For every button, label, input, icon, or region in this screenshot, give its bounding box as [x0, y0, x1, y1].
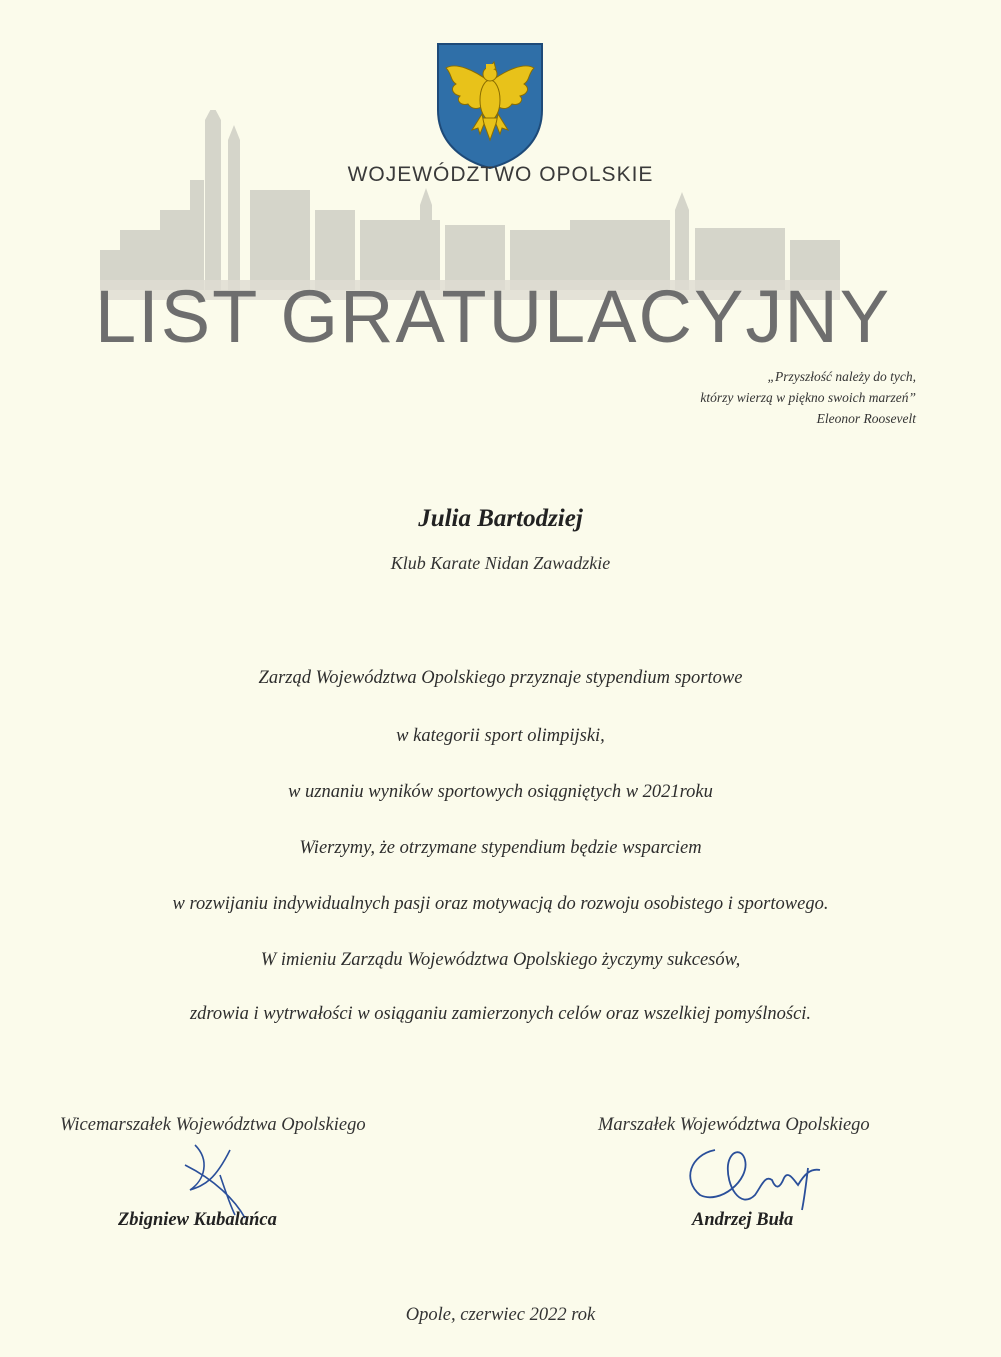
quote-line-2: którzy wierzą w piękno swoich marzeń” [700, 390, 916, 405]
quote-line-1: „Przyszłość należy do tych, [767, 369, 916, 384]
body-line-6: W imieniu Zarządu Województwa Opolskiego życzymy sukcesów, [260, 950, 741, 970]
left-signature-scribble [175, 1140, 265, 1220]
right-signature-scribble [680, 1140, 840, 1220]
place-and-date: Opole, czerwiec 2022 rok [405, 1305, 596, 1325]
body-line-4: Wierzymy, że otrzymane stypendium będzie wsparciem [299, 838, 702, 858]
left-signer-role: Wicemarszałek Województwa Opolskiego [60, 1115, 366, 1135]
region-name: WOJEWÓDZTWO OPOLSKIE [347, 163, 654, 186]
body-line-3: w uznaniu wyników sportowych osiągniętych w 2021roku [288, 782, 713, 802]
body-line-2: w kategorii sport olimpijski, [396, 726, 605, 746]
body-line-7: zdrowia i wytrwałości w osiąganiu zamierzonych celów oraz wszelkiej pomyślności. [189, 1004, 812, 1024]
body-line-5: w rozwijaniu indywidualnych pasji oraz motywacją do rozwoju osobistego i sportowego. [172, 894, 829, 914]
right-signer-role: Marszałek Województwa Opolskiego [598, 1115, 870, 1135]
recipient-name: Julia Bartodziej [418, 505, 583, 532]
body-line-1: Zarząd Województwa Opolskiego przyznaje stypendium sportowe [258, 668, 743, 688]
document-title: LIST GRATULACYJNY [95, 275, 892, 358]
coat-of-arms-icon [434, 40, 546, 170]
left-signer-name: Zbigniew Kubalańca [118, 1210, 277, 1230]
motto-quote [700, 366, 916, 429]
recipient-club: Klub Karate Nidan Zawadzkie [390, 553, 611, 573]
right-signer-name: Andrzej Buła [692, 1210, 794, 1230]
quote-author: Eleonor Roosevelt [816, 411, 916, 426]
